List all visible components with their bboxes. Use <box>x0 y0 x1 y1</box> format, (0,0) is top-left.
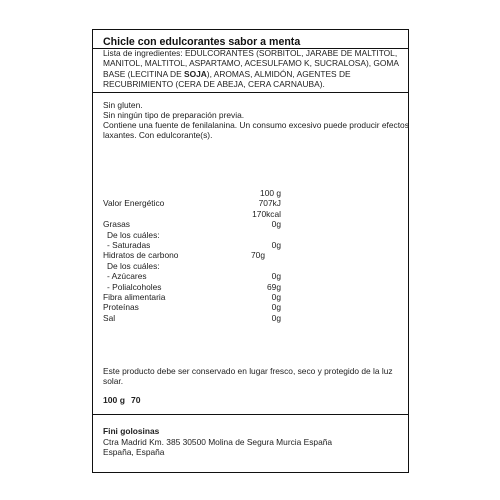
nutrient-label: Grasas <box>103 219 130 230</box>
nutrient-value: 0g <box>271 239 281 250</box>
energy-kcal: 170kcal <box>252 208 281 219</box>
nutrient-value: 0g <box>271 312 281 323</box>
nutrient-label: - Saturadas <box>107 239 151 250</box>
ingredients-line-3-post: ), AROMAS, ALMIDÓN, AGENTES DE <box>206 68 351 79</box>
net-weight-value: 100 g <box>103 395 125 405</box>
storage-line-1: Este producto debe ser conservado en lugar fresco, seco y protegido de la luz <box>103 366 393 376</box>
ingredients-line-3-pre: BASE (LECITINA DE <box>103 68 184 79</box>
manufacturer-country: España, España <box>103 447 165 457</box>
note-laxative: laxantes. Con edulcorante(s). <box>103 130 213 140</box>
nutrient-value: 70g <box>251 250 265 261</box>
manufacturer-name: Fini golosinas <box>103 426 160 436</box>
ingredients-line-2: MANITOL, MALTITOL, ASPARTAMO, ACESULFAMO K, SUCRALOSA), GOMA <box>103 58 399 69</box>
nutrient-label: Proteínas <box>103 302 139 313</box>
nutrient-label: De los cuáles: <box>107 260 160 271</box>
note-phenylalanine: Contiene una fuente de fenilalanina. Un consumo excesivo puede producir efectos <box>103 120 409 130</box>
nutrient-value: 0g <box>271 291 281 302</box>
ingredients-divider <box>93 92 408 93</box>
product-title: Chicle con edulcorantes sabor a menta <box>103 36 301 48</box>
nutrition-table <box>103 188 403 323</box>
nutrient-label: Sal <box>103 312 116 323</box>
storage-line-2: solar. <box>103 376 124 386</box>
ingredients-line-4: RECUBRIMIENTO (CERA DE ABEJA, CERA CARNAUBA). <box>103 79 325 90</box>
nutrient-label: - Polialcoholes <box>107 281 162 292</box>
energy-label: Valor Energético <box>103 198 165 209</box>
note-preparation: Sin ningún tipo de preparación previa. <box>103 110 245 120</box>
net-weight-extra: 70 <box>130 395 141 405</box>
nutrient-value: 0g <box>271 302 281 313</box>
nutrient-value: 69g <box>267 281 281 292</box>
net-weight <box>103 395 147 405</box>
ingredients-line-3 <box>103 69 403 79</box>
nutrition-header: 100 g <box>260 188 281 198</box>
nutrient-label: - Azúcares <box>107 271 147 282</box>
product-label-card <box>92 29 409 473</box>
manufacturer-address: Ctra Madrid Km. 385 30500 Molina de Segura Murcia España <box>103 437 333 447</box>
ingredients-line-1: Lista de ingredientes: EDULCORANTES (SORBITOL, JARABE DE MALTITOL, <box>103 48 398 58</box>
nutrient-value: 0g <box>271 219 281 230</box>
nutrient-label: De los cuáles: <box>107 229 160 240</box>
nutrient-value: 0g <box>271 271 281 282</box>
nutrient-label: Fibra alimentaria <box>103 291 166 302</box>
manufacturer-divider <box>93 414 408 415</box>
ingredients-block <box>103 48 403 90</box>
allergen-soja: SOJA <box>183 68 207 79</box>
note-gluten: Sin gluten. <box>103 100 143 110</box>
energy-kj: 707kJ <box>258 198 281 209</box>
nutrient-label: Hidratos de carbono <box>103 250 179 261</box>
